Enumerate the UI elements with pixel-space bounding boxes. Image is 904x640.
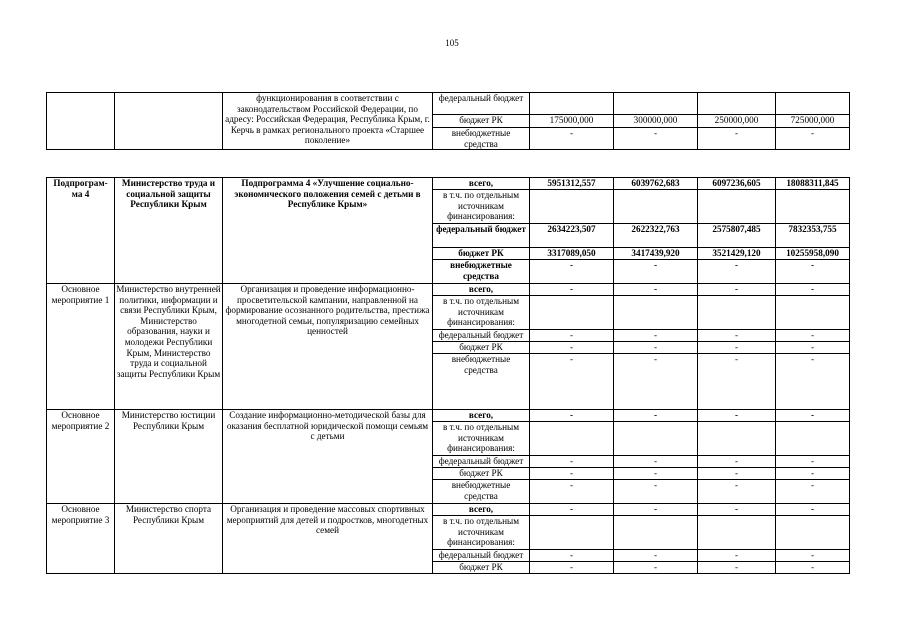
amount-cell: - [698,504,776,516]
amount-cell [614,422,698,456]
funding-source-cell: в т.ч. по отдельным источникам финансирования: [433,516,530,550]
amount-cell: - [530,284,614,296]
amount-cell: 2575807,485 [698,224,776,248]
funding-source-cell: бюджет РК [433,562,530,574]
amount-cell [698,93,776,115]
amount-cell: - [776,354,850,410]
amount-cell: - [698,456,776,468]
amount-cell: - [614,354,698,410]
amount-cell: - [530,480,614,504]
activity-executor-cell: Министерство внутренней политики, информации и связи Республики Крым, Министерство образования, науки и молодежи Республики Крым, Министерство труда и социальной защиты Республики Крым [115,284,223,410]
amount-cell: - [776,260,850,284]
amount-cell: - [776,128,850,150]
amount-cell: - [776,480,850,504]
funding-source-cell: федеральный бюджет [433,330,530,342]
activity-description-cell: Организация и проведение информационно-просветительской кампании, направленной на формирование осознанного родительства, престижа многодетной семьи, популяризацию семейных ценностей [223,284,433,410]
funding-source-cell: в т.ч. по отдельным источникам финансирования: [433,190,530,224]
funding-source-cell: федеральный бюджет [433,93,530,115]
amount-cell [776,422,850,456]
amount-cell: - [530,260,614,284]
amount-cell: - [776,330,850,342]
amount-cell: 18088311,845 [776,178,850,190]
funding-source-cell: в т.ч. по отдельным источникам финансирования: [433,422,530,456]
table-row [47,178,850,190]
amount-cell: 2634223,507 [530,224,614,248]
amount-cell: - [698,550,776,562]
amount-cell: - [614,260,698,284]
continued-funding-table [46,92,850,150]
amount-cell: - [614,330,698,342]
funding-source-cell: внебюджетные средства [433,354,530,410]
table-row [47,504,850,516]
funding-source-cell: в т.ч. по отдельным источникам финансирования: [433,296,530,330]
amount-cell: - [776,456,850,468]
amount-cell: 3417439,920 [614,248,698,260]
amount-cell [776,296,850,330]
amount-cell: 725000,000 [776,115,850,128]
amount-cell: 6039762,683 [614,178,698,190]
amount-cell: - [530,128,614,150]
empty-code-cell [47,93,115,150]
amount-cell: 3521429,120 [698,248,776,260]
amount-cell: - [614,342,698,354]
amount-cell: 7832353,755 [776,224,850,248]
amount-cell: - [698,562,776,574]
amount-cell: - [776,504,850,516]
amount-cell: 10255958,090 [776,248,850,260]
funding-source-cell: федеральный бюджет [433,224,530,248]
amount-cell: - [698,468,776,480]
amount-cell: 175000,000 [530,115,614,128]
funding-source-cell: всего, [433,178,530,190]
amount-cell: - [776,410,850,422]
amount-cell: - [776,284,850,296]
table-row [47,410,850,422]
amount-cell: 3317089,050 [530,248,614,260]
amount-cell: - [698,342,776,354]
amount-cell [698,422,776,456]
funding-source-cell: всего, [433,284,530,296]
amount-cell [698,190,776,224]
funding-source-cell: внебюджетные средства [433,480,530,504]
amount-cell: - [530,410,614,422]
amount-cell: - [614,468,698,480]
amount-cell: - [530,562,614,574]
funding-source-cell: внебюджетные средства [433,260,530,284]
amount-cell: - [530,354,614,410]
amount-cell: - [776,342,850,354]
funding-source-cell: федеральный бюджет [433,550,530,562]
amount-cell: - [614,456,698,468]
funding-source-cell: бюджет РК [433,115,530,128]
amount-cell: - [530,342,614,354]
table-row [47,284,850,296]
amount-cell: - [614,128,698,150]
amount-cell: - [614,550,698,562]
table-row [47,93,850,115]
empty-executor-cell [115,93,223,150]
amount-cell: - [698,128,776,150]
subprogram-executor-cell: Министерство труда и социальной защиты Республики Крым [115,178,223,284]
funding-source-cell: бюджет РК [433,248,530,260]
amount-cell: 6097236,605 [698,178,776,190]
amount-cell: - [614,504,698,516]
amount-cell: - [776,562,850,574]
amount-cell [776,93,850,115]
activity-executor-cell: Министерство юстиции Республики Крым [115,410,223,504]
subprogram-title-cell: Подпрограмма 4 «Улучшение социально-экономического положения семей с детьми в Республике Крым» [223,178,433,284]
activity-description-cell: Организация и проведение массовых спортивных мероприятий для детей и подростков, многодетных семей [223,504,433,574]
amount-cell: - [776,550,850,562]
amount-cell: 250000,000 [698,115,776,128]
measure-description-cell: функционирования в соответствии с законодательством Российской Федерации, по адресу: Российская Федерация, Республика Крым, г. Керчь в рамках регионального проекта «Старшее поколение» [223,93,433,150]
funding-source-cell: федеральный бюджет [433,456,530,468]
amount-cell [776,516,850,550]
amount-cell: - [698,330,776,342]
amount-cell: 300000,000 [614,115,698,128]
page-number: 105 [445,38,459,48]
activity-description-cell: Создание информационно-методической базы для оказания бесплатной юридической помощи семьям с детьми [223,410,433,504]
amount-cell [614,93,698,115]
activity-executor-cell: Министерство спорта Республики Крым [115,504,223,574]
amount-cell: - [614,480,698,504]
funding-source-cell: всего, [433,504,530,516]
amount-cell: 5951312,557 [530,178,614,190]
funding-source-cell: всего, [433,410,530,422]
funding-source-cell: бюджет РК [433,468,530,480]
subprogram-4-table [46,177,850,574]
amount-cell: - [614,410,698,422]
amount-cell [530,422,614,456]
amount-cell: - [530,468,614,480]
amount-cell: - [776,468,850,480]
amount-cell [530,93,614,115]
amount-cell: - [530,550,614,562]
amount-cell [698,296,776,330]
amount-cell [698,516,776,550]
activity-code-cell: Основное мероприятие 3 [47,504,115,574]
funding-source-cell: внебюджетные средства [433,128,530,150]
amount-cell [530,296,614,330]
amount-cell: - [614,562,698,574]
amount-cell: - [698,284,776,296]
amount-cell [776,190,850,224]
amount-cell [614,296,698,330]
activity-code-cell: Основное мероприятие 2 [47,410,115,504]
amount-cell: - [698,410,776,422]
amount-cell [530,516,614,550]
amount-cell: - [698,480,776,504]
amount-cell: - [530,456,614,468]
amount-cell: 2622322,763 [614,224,698,248]
amount-cell [614,516,698,550]
funding-source-cell: бюджет РК [433,342,530,354]
amount-cell [530,190,614,224]
subprogram-code-cell: Подпрограм-ма 4 [47,178,115,284]
amount-cell: - [614,284,698,296]
amount-cell [614,190,698,224]
amount-cell: - [530,330,614,342]
activity-code-cell: Основное мероприятие 1 [47,284,115,410]
amount-cell: - [530,504,614,516]
amount-cell: - [698,354,776,410]
amount-cell: - [698,260,776,284]
